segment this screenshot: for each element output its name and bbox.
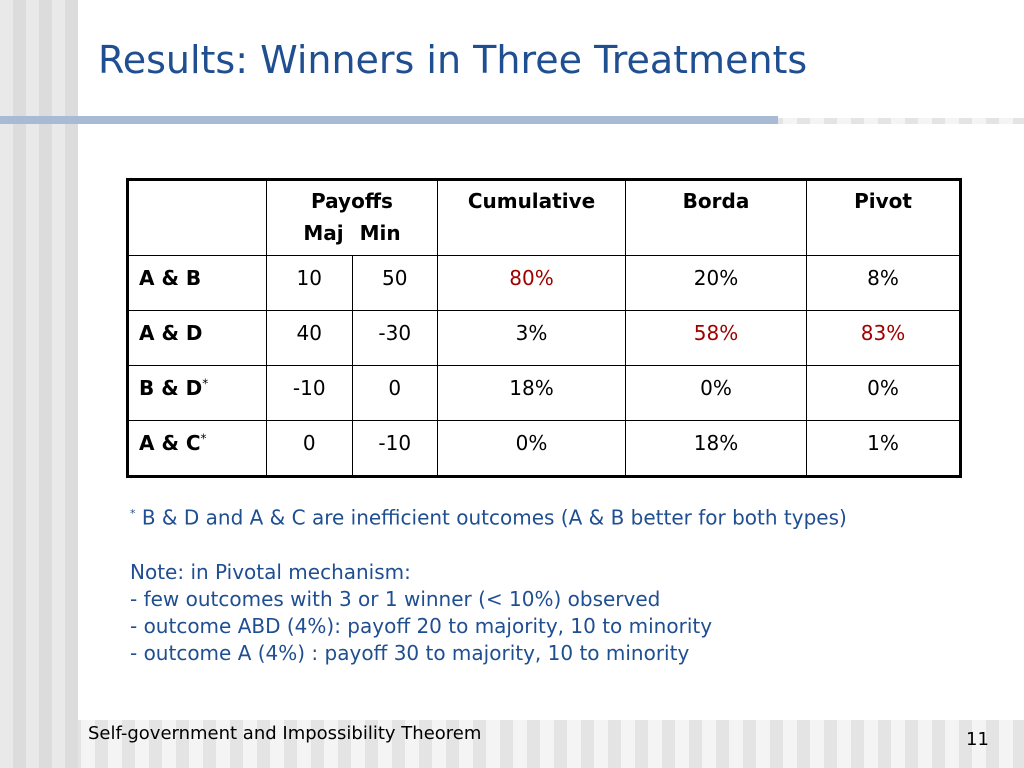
footer-text: Self-government and Impossibility Theorem (88, 723, 482, 744)
header-payoffs-sub (267, 217, 437, 249)
header-cumulative: Cumulative (438, 180, 626, 256)
cell-borda: 20% (626, 256, 807, 311)
cell-pivot: 1% (807, 421, 961, 477)
row-label (128, 421, 267, 477)
cell-min: 50 (352, 256, 438, 311)
table-row (128, 256, 961, 311)
header-pivot: Pivot (807, 180, 961, 256)
row-label (128, 366, 267, 421)
table-header-row (128, 180, 961, 256)
cell-min: -30 (352, 311, 438, 366)
slide-title: Results: Winners in Three Treatments (98, 38, 808, 82)
footnote-text: B & D and A & C are inefficient outcomes (A & B better for both types) (135, 505, 847, 530)
cell-maj: 0 (267, 421, 353, 477)
row-label-text: A & D (139, 321, 203, 345)
note-line: - outcome A (4%) : payoff 30 to majority, 10 to minority (130, 640, 690, 665)
cell-pivot: 8% (807, 256, 961, 311)
row-label-text: A & C (139, 431, 201, 455)
results-table (126, 178, 962, 478)
row-label (128, 256, 267, 311)
cell-maj: 40 (267, 311, 353, 366)
row-label (128, 311, 267, 366)
row-label-text: A & B (139, 266, 202, 290)
table-row (128, 366, 961, 421)
note-line: - outcome ABD (4%): payoff 20 to majority, 10 to minority (130, 613, 713, 638)
cell-cumulative: 18% (438, 366, 626, 421)
header-payoffs-label: Payoffs (311, 189, 393, 213)
table-row (128, 311, 961, 366)
notes-block (130, 500, 847, 667)
cell-cumulative: 0% (438, 421, 626, 477)
note-title: Note: in Pivotal mechanism: (130, 559, 411, 584)
table-row (128, 421, 961, 477)
footnote (130, 500, 847, 532)
cell-min: 0 (352, 366, 438, 421)
header-empty-cell (128, 180, 267, 256)
cell-borda: 58% (626, 311, 807, 366)
notes-spacer (130, 532, 847, 559)
note-line: - few outcomes with 3 or 1 winner (< 10%) observed (130, 586, 661, 611)
header-maj: Maj (303, 221, 344, 245)
page-number: 11 (966, 729, 989, 750)
title-underline (0, 116, 778, 124)
header-payoffs (267, 180, 438, 256)
cell-min: -10 (352, 421, 438, 477)
cell-borda: 18% (626, 421, 807, 477)
cell-cumulative: 80% (438, 256, 626, 311)
row-label-star: * (202, 376, 209, 391)
cell-pivot: 83% (807, 311, 961, 366)
row-label-text: B & D (139, 376, 203, 400)
cell-cumulative: 3% (438, 311, 626, 366)
cell-maj: -10 (267, 366, 353, 421)
header-min: Min (359, 221, 401, 245)
cell-borda: 0% (626, 366, 807, 421)
cell-maj: 10 (267, 256, 353, 311)
footnote-mark: * (130, 507, 136, 520)
row-label-star: * (200, 431, 207, 446)
header-borda: Borda (626, 180, 807, 256)
cell-pivot: 0% (807, 366, 961, 421)
